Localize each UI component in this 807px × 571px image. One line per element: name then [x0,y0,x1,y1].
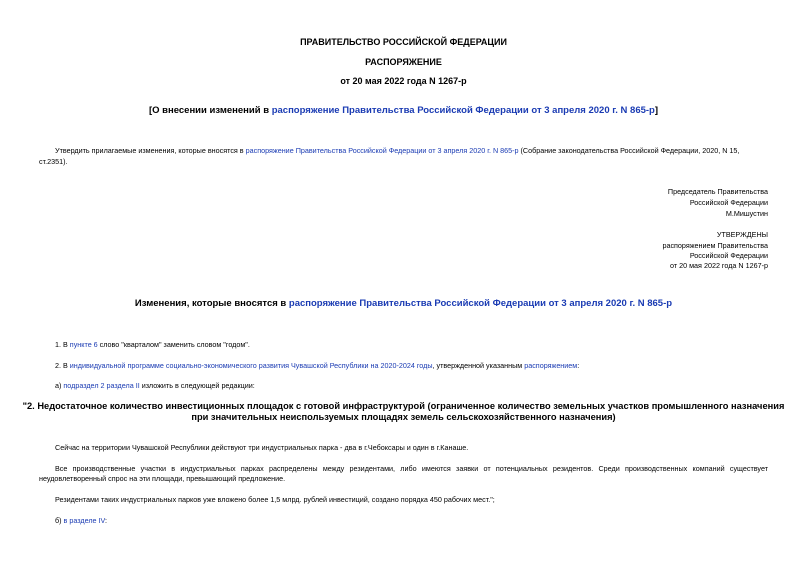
item-1-prefix: 1. В [55,340,70,349]
intro-paragraph [55,145,768,156]
signature-line-2: Российской Федерации [689,198,768,207]
paragraph-investments: Резидентами таких индустриальных парков уже вложено более 1,5 млрд. рублей инвестиций, создано порядка 450 рабочих мест."; [55,495,495,504]
paragraph-demand-line-2: неудовлетворенный спрос на эти площади, превышающий предложение. [39,474,286,483]
item-2b-suffix: : [105,516,108,525]
approved-line-2: распоряжением Правительства [662,241,768,250]
intro-text-1: Утвердить прилагаемые изменения, которые вносятся в [55,146,246,155]
subject-link[interactable]: распоряжение Правительства Российской Федерации от 3 апреля 2020 г. N 865-р [271,105,655,116]
signature-name: М.Мишустин [725,209,768,218]
item-2-link-order[interactable]: распоряжением [524,361,578,370]
item-2a [55,380,255,391]
approved-line-4: от 20 мая 2022 года N 1267-р [670,261,768,270]
item-1-link[interactable]: пункте 6 [69,340,98,349]
subject-suffix: ] [654,105,659,116]
subject-prefix: [О внесении изменений в [148,105,272,116]
government-title: ПРАВИТЕЛЬСТВО РОССИЙСКОЙ ФЕДЕРАЦИИ [300,37,507,47]
changes-title-prefix: Изменения, которые вносятся в [134,298,289,309]
intro-text-2: (Собрание законодательства Российской Федерации, 2020, N 15, [518,146,740,155]
item-2a-link[interactable]: подраздел 2 раздела II [63,381,140,390]
item-2-prefix: 2. В [55,361,70,370]
item-2b-prefix: б) [55,516,64,525]
section-2-heading-line-2: при значительных неиспользуемых площадях земель сельскохозяйственного назначения) [191,412,616,422]
document-type: РАСПОРЯЖЕНИЕ [365,57,442,67]
item-2-link-program[interactable]: индивидуальной программе социально-экономического развития Чувашской Республики на 2020-2024 годы [69,361,433,370]
signature-line-1: Председатель Правительства [667,187,768,196]
paragraph-demand-line-1: Все производственные участки в индустриальных парках распределены между резидентами, либо имеются заявки от потенциальных резидентов. Среди производственных компаний существует [55,464,768,473]
intro-continuation: ст.2351). [39,157,68,166]
item-2b-link[interactable]: в разделе IV [63,516,106,525]
item-2-suffix: : [577,361,580,370]
item-1-suffix: слово "кварталом" заменить словом "годом". [97,340,250,349]
document-subject [0,105,807,116]
paragraph-industrial-parks: Сейчас на территории Чувашской Республики действуют три индустриальных парка - два в г.Чебоксары и один в г.Канаше. [55,443,469,452]
item-2a-suffix: изложить в следующей редакции: [139,381,255,390]
item-2b [55,515,107,526]
approved-line-1: УТВЕРЖДЕНЫ [716,230,768,239]
intro-link[interactable]: распоряжение Правительства Российской Федерации от 3 апреля 2020 г. N 865-р [245,146,519,155]
item-2a-prefix: а) [55,381,64,390]
item-2-middle: , утвержденной указанным [432,361,525,370]
changes-title-link[interactable]: распоряжение Правительства Российской Федерации от 3 апреля 2020 г. N 865-р [288,298,673,309]
changes-title [0,298,807,309]
section-2-heading-line-1: "2. Недостаточное количество инвестиционных площадок с готовой инфраструктурой (ограниченное количество земельных участков промышленного назначения [22,401,785,411]
document-date: от 20 мая 2022 года N 1267-р [340,76,467,86]
item-2 [55,360,579,371]
item-1 [55,339,250,350]
approved-line-3: Российской Федерации [689,251,768,260]
